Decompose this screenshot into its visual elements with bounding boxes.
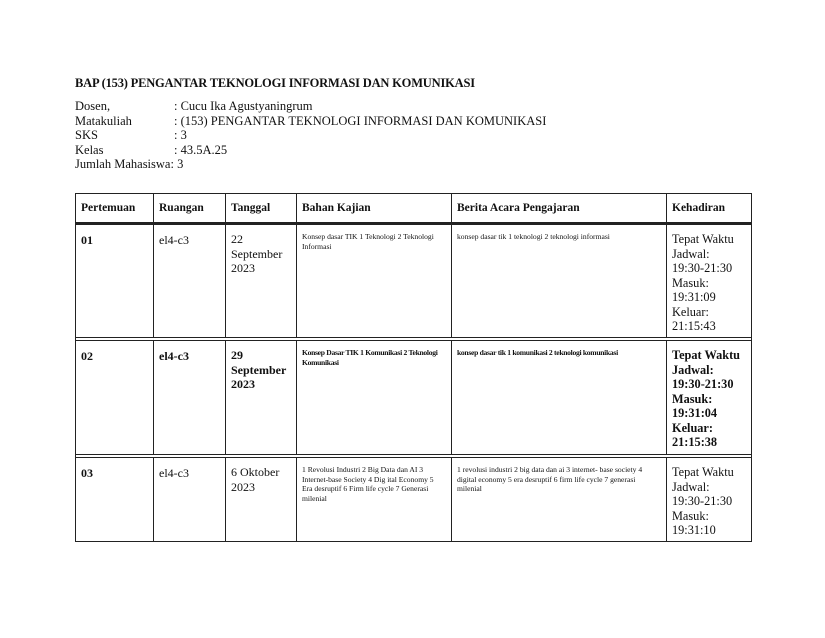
table-header-row [76, 194, 752, 224]
meta-value: : 43.5A.25 [174, 142, 228, 157]
cell-berita-acara: 1 revolusi industri 2 big data dan ai 3 internet- base society 4 digital economy 5 era desruptif 6 firm life cycle 7 generasi milenial [452, 458, 667, 542]
kehadiran-line: 19:31:04 [672, 406, 718, 420]
cell-bahan-kajian: Konsep Dasar TIK 1 Komunikasi 2 Teknologi Komunikasi [297, 341, 452, 455]
tanggal-line: 22 [231, 232, 243, 246]
cell-ruangan: el4-c3 [154, 341, 226, 455]
meta-label: Kelas [75, 142, 104, 157]
kehadiran-line: Jadwal: [672, 246, 710, 261]
cell-berita-acara: konsep dasar tik 1 komunikasi 2 teknologi komunikasi [452, 341, 667, 455]
meta-row-dosen [75, 99, 546, 114]
header-ruangan: Ruangan [154, 194, 226, 224]
kehadiran-line: 19:30-21:30 [672, 261, 733, 275]
header-kehadiran: Kehadiran [667, 194, 752, 224]
tanggal-line: 2023 [231, 377, 255, 391]
cell-tanggal [226, 458, 297, 542]
kehadiran-line: Tepat Waktu [672, 465, 734, 479]
meta-value: : 3 [170, 157, 184, 171]
meta-row-kelas [75, 143, 546, 158]
cell-pertemuan: 03 [76, 458, 154, 542]
header-berita-acara: Berita Acara Pengajaran [452, 194, 667, 224]
kehadiran-line: 19:31:10 [672, 523, 716, 537]
meta-row-sks [75, 128, 546, 143]
kehadiran-line: Masuk: [672, 391, 713, 406]
kehadiran-line: Tepat Waktu [672, 348, 741, 362]
cell-pertemuan: 02 [76, 341, 154, 455]
cell-tanggal [226, 224, 297, 338]
table-row [76, 224, 752, 338]
meta-label: Dosen, [75, 99, 111, 113]
kehadiran-line: 21:15:38 [672, 435, 718, 449]
tanggal-line: 2023 [231, 479, 255, 494]
kehadiran-line: 19:30-21:30 [672, 494, 733, 508]
kehadiran-line: 19:30-21:30 [672, 377, 734, 391]
cell-kehadiran [667, 224, 752, 338]
meta-label: Jumlah Mahasiswa [75, 157, 171, 171]
tanggal-line: 6 Oktober [231, 465, 280, 479]
meta-row-matakuliah [75, 114, 546, 129]
meta-row-jumlah-mahasiswa [75, 157, 546, 172]
kehadiran-line: Jadwal: [672, 479, 710, 494]
tanggal-line: 2023 [231, 261, 255, 275]
header-pertemuan: Pertemuan [76, 194, 154, 224]
cell-ruangan: el4-c3 [154, 458, 226, 542]
meta-value: : 3 [174, 128, 187, 142]
kehadiran-line: Jadwal: [672, 362, 714, 377]
cell-berita-acara: konsep dasar tik 1 teknologi 2 teknologi informasi [452, 224, 667, 338]
cell-tanggal [226, 341, 297, 455]
cell-bahan-kajian: Konsep dasar TIK 1 Teknologi 2 Teknologi Informasi [297, 224, 452, 338]
kehadiran-line: Masuk: [672, 508, 709, 523]
cell-kehadiran [667, 458, 752, 542]
table-row [76, 458, 752, 542]
meta-label: Matakuliah [75, 113, 132, 128]
kehadiran-line: Keluar: [672, 420, 713, 435]
kehadiran-line: 19:31:09 [672, 290, 716, 304]
cell-ruangan: el4-c3 [154, 224, 226, 338]
tanggal-line: September [231, 362, 287, 377]
document-title: BAP (153) PENGANTAR TEKNOLOGI INFORMASI DAN KOMUNIKASI [75, 76, 475, 90]
cell-kehadiran [667, 341, 752, 455]
tanggal-line: 29 [231, 348, 243, 362]
table-row [76, 341, 752, 455]
header-bahan-kajian: Bahan Kajian [297, 194, 452, 224]
meta-value: : (153) PENGANTAR TEKNOLOGI INFORMASI DAN KOMUNIKASI [174, 113, 547, 128]
cell-bahan-kajian: 1 Revolusi Industri 2 Big Data dan AI 3 Internet-base Society 4 Dig ital Economy 5 Era desruptif 6 Firm life cycle 7 Generasi milenial [297, 458, 452, 542]
tanggal-line: September [231, 246, 283, 261]
cell-pertemuan: 01 [76, 224, 154, 338]
meta-block [75, 99, 546, 172]
kehadiran-line: Keluar: [672, 304, 709, 319]
meta-value: : Cucu Ika Agustyaningrum [174, 99, 313, 113]
header-tanggal: Tanggal [226, 194, 297, 224]
kehadiran-line: 21:15:43 [672, 319, 716, 333]
kehadiran-line: Tepat Waktu [672, 232, 734, 246]
kehadiran-line: Masuk: [672, 275, 709, 290]
meta-label: SKS [75, 128, 98, 142]
bap-table [75, 193, 752, 542]
